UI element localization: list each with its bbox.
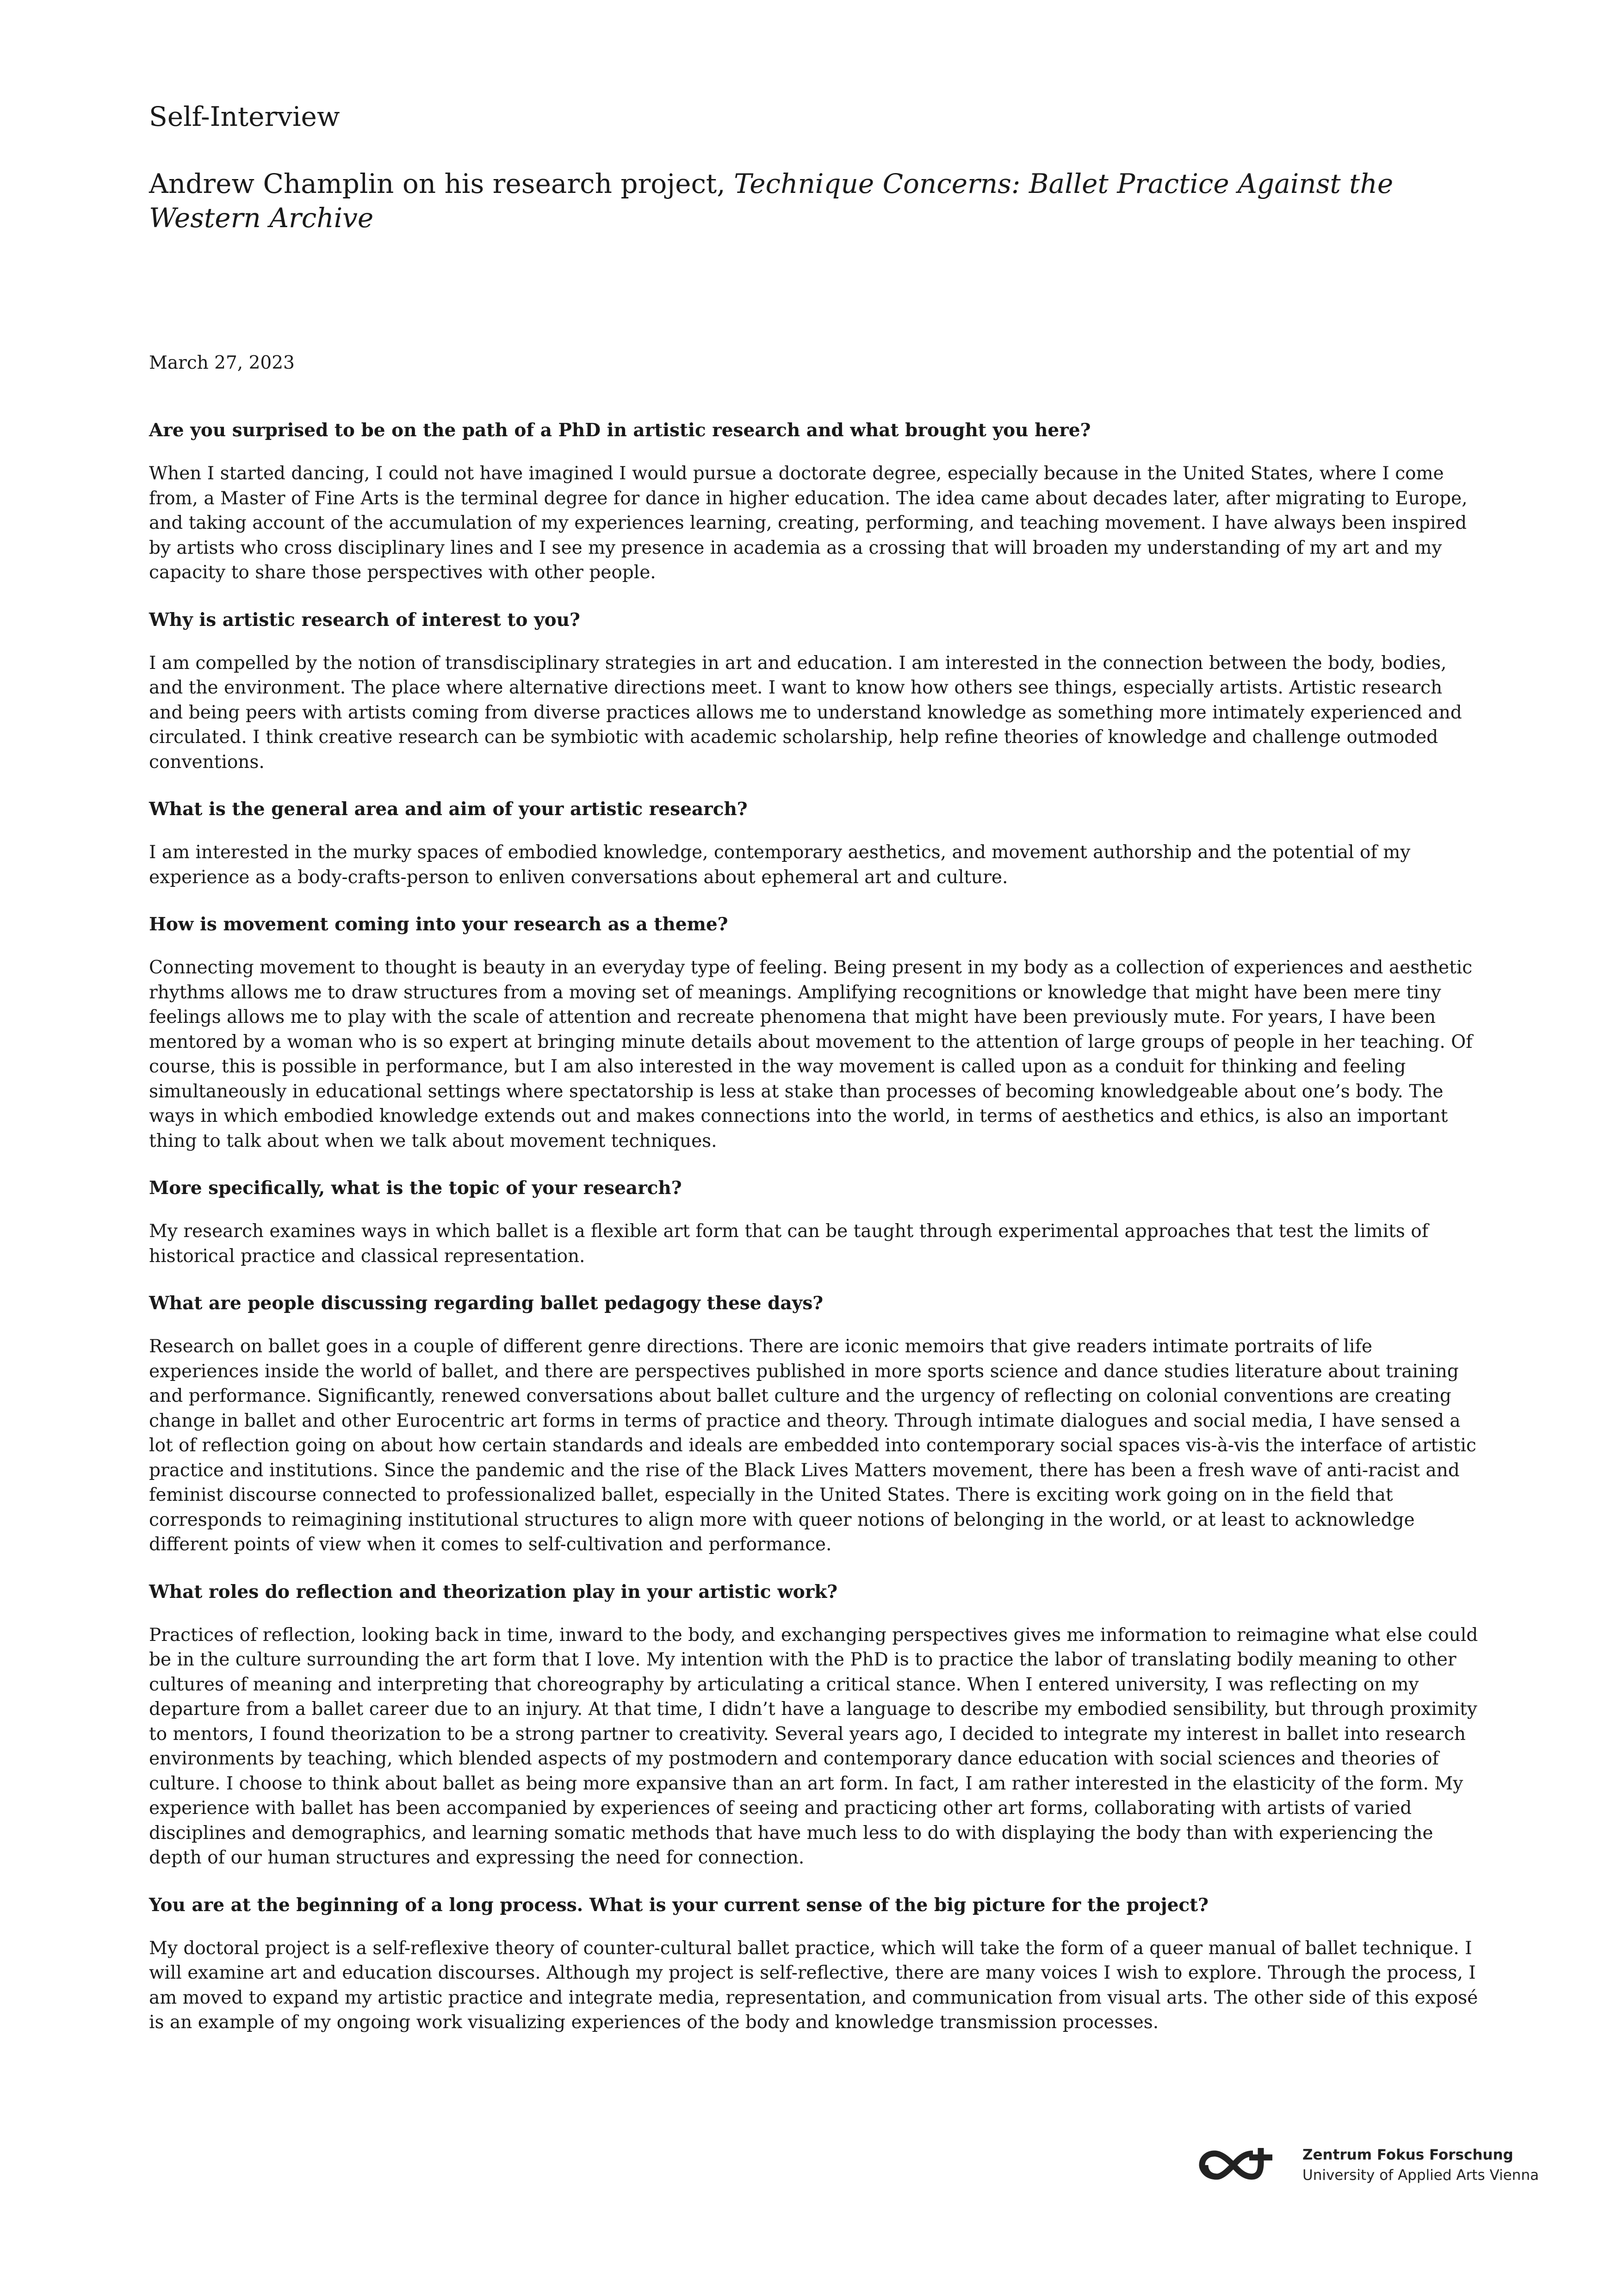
question: What roles do reflection and theorization play in your artistic work?: [149, 1581, 838, 1603]
institution-line-2: University of Applied Arts Vienna: [1302, 2167, 1539, 2184]
question: You are at the beginning of a long process. What is your current sense of the big picture for the project?: [149, 1894, 1209, 1916]
answer: Connecting movement to thought is beauty in an everyday type of feeling. Being present in my body as a collection of experiences and aesthetic rhythms allows me to draw structures from a moving set of meanings. Amplifying recognitions or knowledge that might have been mere tiny feelings allows me to play with the scale of attention and recreate phenomena that might have been previously mute. For years, I have been mentored by a woman who is so expert at bringing minute details about movement to the attention of large groups of people in her teaching. Of course, this is possible in performance, but I am also interested in the way movement is called upon as a conduit for thinking and feeling simultaneously in educational settings where spectatorship is less at stake than processes of becoming knowledgeable about one’s body. The ways in which embodied knowledge extends out and makes connections into the world, in terms of aesthetics and ethics, is also an important thing to talk about when we talk about movement techniques.: [149, 957, 1473, 1151]
interview-body: [149, 419, 1481, 2058]
project-title: Technique Concerns: Ballet Practice Against the Western Archive: [149, 168, 1394, 234]
footer-logo: [1198, 2144, 1539, 2186]
answer: I am interested in the murky spaces of embodied knowledge, contemporary aesthetics, and movement authorship and the potential of my experience as a body-crafts-person to enliven conversations about ephemeral art and culture.: [149, 842, 1411, 888]
subtitle-prefix: Andrew Champlin on his research project,: [149, 168, 734, 199]
question: What are people discussing regarding ballet pedagogy these days?: [149, 1293, 824, 1314]
answer: I am compelled by the notion of transdisciplinary strategies in art and education. I am interested in the connection between the body, bodies, and the environment. The place where alternative directions meet. I want to know how others see things, especially artists. Artistic research and being peers with artists coming from diverse practices allows me to understand knowledge as something more intimately experienced and circulated. I think creative research can be symbiotic with academic scholarship, help refine theories of knowledge and challenge outmoded conventions.: [149, 652, 1462, 773]
answer: My research examines ways in which ballet is a flexible art form that can be taught through experimental approaches that test the limits of historical practice and classical representation.: [149, 1221, 1429, 1267]
answer: Practices of reflection, looking back in time, inward to the body, and exchanging perspectives gives me information to reimagine what else could be in the culture surrounding the art form that I love. My intention with the PhD is to practice the labor of translating bodily meaning to other cultures of meaning and interpreting that choreography by articulating a critical stance. When I entered university, I was reflecting on my departure from a ballet career due to an injury. At that time, I didn’t have a language to describe my embodied sensibility, but through proximity to mentors, I found theorization to be a strong partner to creativity. Several years ago, I decided to integrate my interest in ballet into research environments by teaching, which blended aspects of my postmodern and contemporary dance education with social sciences and theories of culture. I choose to think about ballet as being more expansive than an art form. In fact, I am rather interested in the elasticity of the form. My experience with ballet has been accompanied by experiences of seeing and practicing other art forms, collaborating with artists of varied disciplines and demographics, and learning somatic methods that have much less to do with displaying the body than with experiencing the depth of our human structures and expressing the need for connection.: [149, 1624, 1478, 1868]
document-subtitle: [149, 167, 1481, 235]
answer: Research on ballet goes in a couple of different genre directions. There are iconic memoirs that give readers intimate portraits of life experiences inside the world of ballet, and there are perspectives published in more sports science and dance studies literature about training and performance. Significantly, renewed conversations about ballet culture and the urgency of reflecting on colonial conventions are creating change in ballet and other Eurocentric art forms in terms of practice and theory. Through intimate dialogues and social media, I have sensed a lot of reflection going on about how certain standards and ideals are embedded into contemporary social spaces vis-à-vis the interface of artistic practice and institutions. Since the pandemic and the rise of the Black Lives Matters movement, there has been a fresh wave of anti-racist and feminist discourse connected to professionalized ballet, especially in the United States. There is exciting work going on in the field that corresponds to reimagining institutional structures to align more with queer notions of belonging in the world, or at least to acknowledge different points of view when it comes to self-cultivation and performance.: [149, 1336, 1476, 1555]
question: What is the general area and aim of your artistic research?: [149, 798, 748, 820]
answer: My doctoral project is a self-reflexive theory of counter-cultural ballet practice, which will take the form of a queer manual of ballet technique. I will examine art and education discourses. Although my project is self-reflective, there are many voices I wish to explore. Through the process, I am moved to expand my artistic practice and integrate media, representation, and communication from visual arts. The other side of this exposé is an example of my ongoing work visualizing experiences of the body and knowledge transmission processes.: [149, 1937, 1478, 2033]
question: Why is artistic research of interest to you?: [149, 609, 580, 631]
answer: When I started dancing, I could not have imagined I would pursue a doctorate degree, especially because in the United States, where I come from, a Master of Fine Arts is the terminal degree for dance in higher education. The idea came about decades later, after migrating to Europe, and taking account of the accumulation of my experiences learning, creating, performing, and teaching movement. I have always been inspired by artists who cross disciplinary lines and I see my presence in academia as a crossing that will broaden my understanding of my art and my capacity to share those perspectives with other people.: [149, 463, 1468, 583]
institution-name: [1302, 2145, 1539, 2185]
institution-line-1: Zentrum Fokus Forschung: [1302, 2147, 1513, 2163]
question: How is movement coming into your research as a theme?: [149, 914, 728, 935]
question: Are you surprised to be on the path of a PhD in artistic research and what brought you here?: [149, 420, 1091, 441]
document-type: Self-Interview: [149, 101, 340, 132]
infinity-cross-logo-icon: [1198, 2144, 1277, 2186]
document-date: March 27, 2023: [149, 353, 295, 373]
question: More specifically, what is the topic of your research?: [149, 1177, 682, 1199]
